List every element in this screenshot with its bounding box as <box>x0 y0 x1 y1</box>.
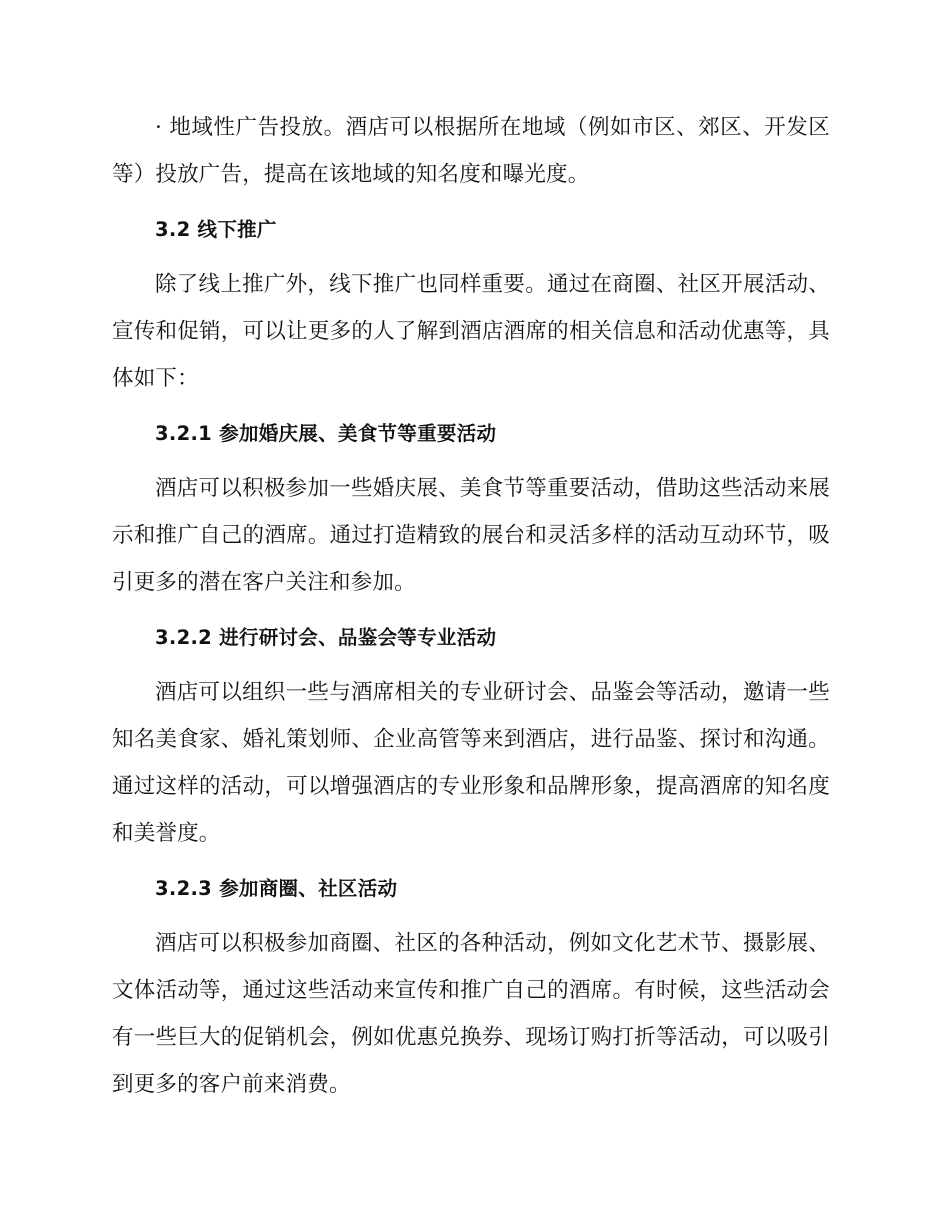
paragraph-community-events: 酒店可以积极参加商圈、社区的各种活动，例如文化艺术节、摄影展、文体活动等，通过这些活动来宣传和推广自己的酒席。有时候，这些活动会有一些巨大的促销机会，例如优惠兑换券、现场订购打折等活动，可以吸引到更多的客户前来消费。 <box>112 931 830 1097</box>
heading-3-2-3: 3.2.3 参加商圈、社区活动 <box>155 877 398 900</box>
document-page <box>112 104 830 1108</box>
heading-3-2-1: 3.2.1 参加婚庆展、美食节等重要活动 <box>155 422 497 445</box>
paragraph-offline-promotion: 除了线上推广外，线下推广也同样重要。通过在商圈、社区开展活动、宣传和促销，可以让更多的人了解到酒店酒席的相关信息和活动优惠等，具体如下： <box>112 272 830 391</box>
paragraph-regional-ads: · 地域性广告投放。酒店可以根据所在地域（例如市区、郊区、开发区等）投放广告，提高在该地域的知名度和曝光度。 <box>112 115 830 187</box>
heading-3-2: 3.2 线下推广 <box>155 218 277 241</box>
heading-3-2-2: 3.2.2 进行研讨会、品鉴会等专业活动 <box>155 626 497 649</box>
paragraph-wedding-food-expo: 酒店可以积极参加一些婚庆展、美食节等重要活动，借助这些活动来展示和推广自己的酒席。通过打造精致的展台和灵活多样的活动互动环节，吸引更多的潜在客户关注和参加。 <box>112 476 830 595</box>
paragraph-seminars-tastings: 酒店可以组织一些与酒席相关的专业研讨会、品鉴会等活动，邀请一些知名美食家、婚礼策划师、企业高管等来到酒店，进行品鉴、探讨和沟通。通过这样的活动，可以增强酒店的专业形象和品牌形象，提高酒席的知名度和美誉度。 <box>112 680 830 846</box>
